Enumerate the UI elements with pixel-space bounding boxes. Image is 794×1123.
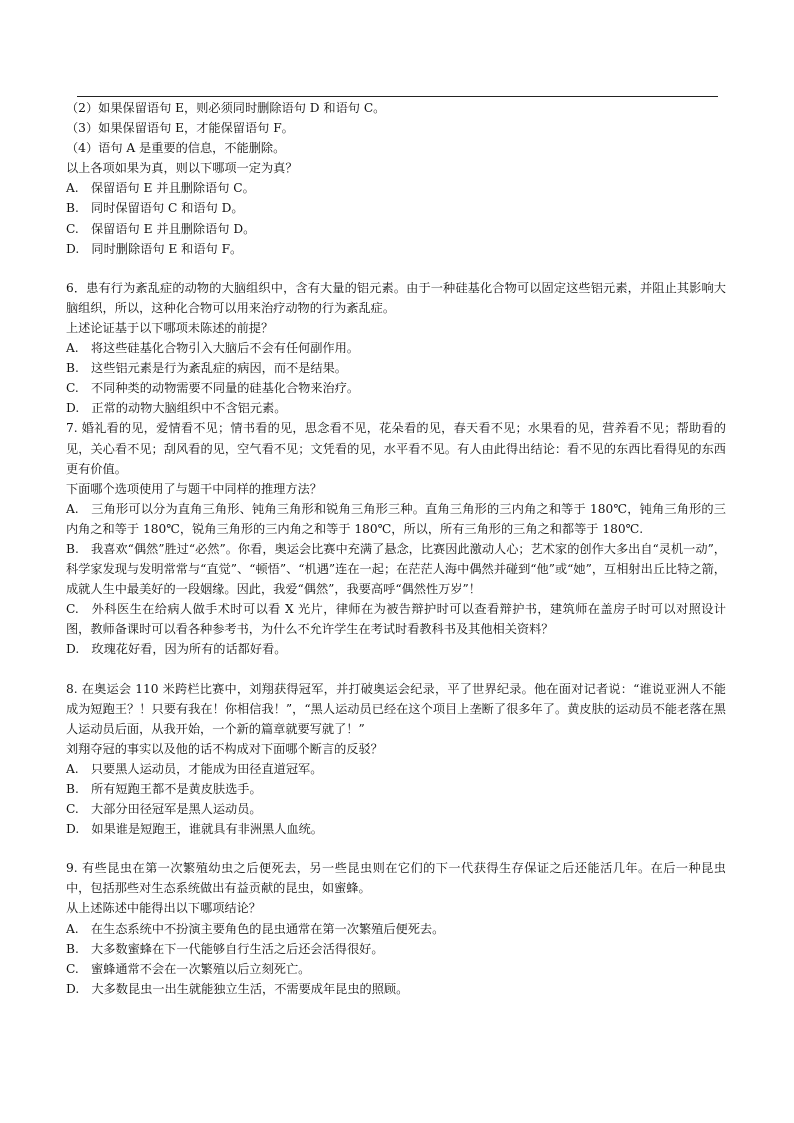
question-6-stem: 上述论证基于以下哪项未陈述的前提？ [66,320,274,335]
question-9-option-d: D. 大多数昆虫一出生就能独立生活，不需要成年昆虫的照顾。 [66,981,409,996]
question-9-text: 9. 有些昆虫在第一次繁殖幼虫之后便死去，另一些昆虫则在它们的下一代获得生存保证之后还能活几年。在后一种昆虫中，包括那些对生态系统做出有益贡献的昆虫，如蜜蜂。 [66,861,726,896]
condition-4: （4）语句 A 是重要的信息，不能删除。 [66,141,286,156]
question-8-text: 8. 在奥运会 110 米跨栏比赛中，刘翔获得冠军，并打破奥运会纪录，平了世界纪录。他在面对记者说：“谁说亚洲人不能成为短跑王？！只要有我在！你相信我！”，“黑人运动员已经在这个项目上垄断了很多年了。黄皮肤的运动员不能老落在黑人运动员后面，从我开始，一个新的篇章就要写就了！” [66,681,726,736]
spacer [66,839,726,858]
question-9-stem: 从上述陈述中能得出以下哪项结论？ [66,901,261,916]
question-6-option-b: B. 这些铝元素是行为紊乱症的病因，而不是结果。 [66,361,347,376]
header-rule [77,96,718,97]
condition-2: （2）如果保留语句 E，则必须同时删除语句 D 和语句 C。 [66,101,386,115]
spacer [66,660,726,679]
spacer [66,259,726,278]
question-7-option-a: A. 三角形可以分为直角三角形、钝角三角形和锐角三角形三种。直角三角形的三内角之和等于 180℃，钝角三角形的三内角之和等于 180℃，锐角三角形的三内角之和等于 180℃，所以，所有三角形的三角之和都等于 180℃. [66,501,726,536]
question-5-option-a: A. 保留语句 E 并且删除语句 C。 [66,181,255,196]
question-6-option-a: A. 将这些硅基化合物引入大脑后不会有任何副作用。 [66,341,359,356]
question-8-option-c: C. 大部分田径冠军是黑人运动员。 [66,802,262,817]
question-7-text: 7. 婚礼看的见，爱情看不见；情书看的见，思念看不见，花朵看的见，春天看不见；水果看的见，营养看不见；帮助看的见，关心看不见；刮风看的见，空气看不见；文凭看的见，水平看不见。有人由此得出结论：看不见的东西比看得见的东西更有价值。 [66,421,726,476]
question-7-option-b: B. 我喜欢“偶然”胜过“必然”。你看，奥运会比赛中充满了悬念，比赛因此激动人心；艺术家的创作大多出自“灵机一动”，科学家发现与发明常常与“直觉”、“顿悟”、“机遇”连在一起；在茫茫人海中偶然并碰到“他”或“她”，互相射出丘比特之箭，成就人生中最美好的一段姻缘。因此，我爱“偶然”，我要高呼“偶然性万岁”！ [66,541,726,597]
question-6-option-c: C. 不同种类的动物需要不同量的硅基化合物来治疗。 [66,381,360,396]
question-9-option-b: B. 大多数蜜蜂在下一代能够自行生活之后还会活得很好。 [66,941,384,956]
question-7-stem: 下面哪个选项使用了与题干中同样的推理方法？ [66,481,322,496]
question-5-option-d: D. 同时删除语句 E 和语句 F。 [66,241,243,256]
question-5-option-c: C. 保留语句 E 并且删除语句 D。 [66,221,256,236]
question-8-option-b: B. 所有短跑王都不是黄皮肤选手。 [66,782,262,796]
question-6-text: 6．患有行为紊乱症的动物的大脑组织中，含有大量的铝元素。由于一种硅基化合物可以固定这些铝元素，并阻止其影响大脑组织，所以，这种化合物可以用来治疗动物的行为紊乱症。 [66,280,726,315]
question-6-option-d: D. 正常的动物大脑组织中不含铝元素。 [66,401,287,416]
document-page [66,98,726,999]
question-8-stem: 刘翔夺冠的事实以及他的话不构成对下面哪个断言的反驳？ [66,741,383,756]
question-9-option-a: A. 在生态系统中不扮演主要角色的昆虫通常在第一次繁殖后便死去。 [66,921,445,936]
question-7-option-c: C. 外科医生在给病人做手术时可以看 X 光片，律师在为被告辩护时可以查看辩护书，建筑师在盖房子时可以对照设计图，教师备课时可以看各种参考书，为什么不允许学生在考试时看教科书及其他相关资料？ [66,602,726,637]
question-8-option-a: A. 只要黑人运动员，才能成为田径直道冠军。 [66,761,323,776]
question-5-stem: 以上各项如果为真，则以下哪项一定为真？ [66,161,298,176]
question-7-option-d: D. 玫瑰花好看，因为所有的话都好看。 [66,642,287,657]
condition-3: （3）如果保留语句 E，才能保留语句 F。 [66,121,294,136]
question-9-option-c: C. 蜜蜂通常不会在一次繁殖以后立刻死亡。 [66,961,311,976]
question-5-option-b: B. 同时保留语句 C 和语句 D。 [66,201,244,216]
question-8-option-d: D. 如果谁是短跑王，谁就具有非洲黑人血统。 [66,822,323,837]
